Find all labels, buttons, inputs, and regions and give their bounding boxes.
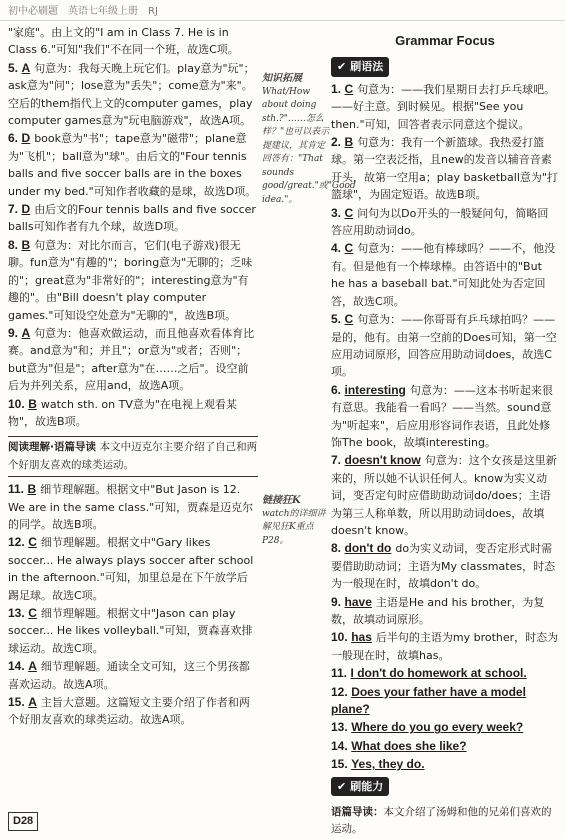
item-explanation: 句意为：——他有棒球吗？——不，他没有。但是他有一个棒球棒。由答语中的"But he has a baseball bat."可知此处为否定回答，故选C项。 — [331, 242, 556, 308]
item-explanation: 句意为：我每天晚上玩它们。play意为"玩"；ask意为"问"；lose意为"丢失"；come意为"来"。空后的them指代上文的computer games，play computer games意为"玩电脑游戏"，故选A项。 — [8, 61, 255, 128]
note-knowledge — [262, 72, 356, 207]
item-answer: A — [21, 60, 31, 75]
item-explanation: 句意为：——你哥哥有乒乓球拍吗？——是的，他有。由第一空前的Does可知，第一空应用动词原形，回答应用助动词does，故选C项。 — [331, 313, 557, 379]
item-answer: B — [344, 135, 354, 150]
item-explanation: 由后文的Four tennis balls and five soccer balls可知作者有九个球，故选D项。 — [8, 203, 256, 234]
item-number: 7. — [8, 202, 19, 217]
item-explanation: book意为"书"；tape意为"磁带"；plane意为"飞机"；ball意为"球"。由后文的"Four tennis balls and five soccer balls are in the boxes under my bed."可知作者收藏的是球，故选D项。 — [8, 132, 257, 198]
answer-item — [8, 658, 258, 693]
item-explanation: 句意为：对比尔而言，它们(电子游戏)很无聊。fun意为"有趣的"；boring意为"无聊的；乏味的"；great意为"非常好的"；interesting意为"有趣的"。由"Bill doesn't play computer games."可知设空处意为"无聊的"，故选B项。 — [8, 238, 253, 322]
item-explanation: 句意为：他喜欢做运动，而且他喜欢看体育比赛。and意为"和；并且"；or意为"或者；否则"；but意为"但是"；after意为"在……之后"。设空前后为并列关系，应用and，故选A项。 — [8, 326, 255, 393]
item-explanation: 主旨大意题。这篇短文主要介绍了作者和两个好朋友喜欢的球类运动。故选A项。 — [8, 696, 250, 727]
reading-section-text: 本文中迈克尔主要介绍了自己和两个好朋友喜欢的球类运动。 — [8, 441, 258, 471]
page-number: D28 — [8, 812, 38, 831]
answer-item — [331, 81, 559, 133]
item-number: 11. — [8, 482, 25, 497]
item-answer: C — [344, 241, 354, 256]
item-answer: C — [344, 312, 354, 327]
note-link-head: 链接狂K — [262, 495, 301, 506]
item-answer: has — [351, 630, 372, 645]
answer-item — [331, 629, 559, 664]
answer-item — [8, 694, 258, 729]
item-answer: Yes, they do. — [351, 757, 425, 772]
item-answer: D — [21, 202, 31, 217]
grammar-tag — [331, 57, 389, 76]
item-number: 10. — [8, 396, 25, 411]
item-explanation: 句意为：——我们星期日去打乒乓球吧。——好主意。到时候见。根据"See you then."可知，回答者表示同意这个提议。 — [331, 82, 556, 131]
note-link — [262, 494, 330, 548]
item-number: 5. — [8, 60, 19, 75]
item-answer: D — [21, 131, 31, 146]
item-number: 10. — [331, 630, 348, 645]
item-number: 13. — [8, 606, 25, 620]
item-answer: C — [28, 606, 37, 620]
grammar-tag-label: 刷语法 — [350, 60, 384, 74]
item-answer: A — [28, 695, 37, 710]
answer-item — [331, 240, 559, 310]
answer-item — [8, 396, 258, 431]
page-header — [0, 0, 565, 22]
item-explanation: 主语是He and his brother，为复数，故填动词原形。 — [331, 595, 545, 626]
note-knowledge-text: What/How about doing sth.?"……怎么样？"也可以表示提建议，其肯定回答有："That sounds good/great."或"Good idea."。 — [262, 86, 356, 205]
item-number: 4. — [331, 241, 342, 256]
answer-item — [331, 756, 559, 773]
answer-item — [331, 452, 559, 539]
item-answer: B — [27, 482, 37, 497]
item-answer: Where do you go every week? — [351, 720, 524, 735]
answer-item — [8, 534, 258, 604]
item-number: 3. — [331, 205, 342, 220]
answer-item — [331, 540, 559, 592]
item-number: 6. — [8, 131, 19, 146]
item-explanation: 后半句的主语为my brother，时态为一般现在时，故填has。 — [331, 631, 559, 662]
answer-item — [331, 311, 559, 381]
passage-lead-label: 语篇导读： — [331, 806, 384, 819]
answer-item — [8, 481, 258, 533]
item-answer: What does she like? — [351, 738, 467, 753]
ability-tag-label: 刷能力 — [350, 779, 384, 793]
item-answer: B — [21, 237, 31, 252]
answer-item — [8, 201, 258, 236]
left-intro: "家庭"。由上文的"I am in Class 7. He is in Class 6."可知"我们"不在同一个班，故选C项。 — [8, 26, 239, 57]
right-column — [331, 24, 559, 839]
grammar-items — [331, 81, 559, 774]
check-icon: ✔ — [337, 60, 347, 74]
item-answer: A — [21, 325, 31, 340]
header-title: 初中必刷题 英语七年级上册 RJ — [8, 6, 158, 17]
item-answer: don't do — [344, 541, 392, 556]
item-number: 12. — [8, 535, 25, 550]
item-answer: C — [28, 535, 37, 550]
answer-item — [331, 719, 559, 736]
item-answer: have — [344, 594, 372, 609]
grammar-focus-title: Grammar Focus — [395, 33, 495, 48]
reading-items — [8, 481, 258, 729]
item-explanation: 句意为：我有一个新篮球。我热爱打篮球。第一空表泛指，且new的发音以辅音音素开头，故第一空用a；play basketball意为"打篮球"，为固定短语。故选B项。 — [331, 136, 558, 202]
item-answer: C — [344, 81, 354, 96]
item-number: 13. — [331, 720, 348, 735]
answer-item — [8, 237, 258, 324]
item-explanation: 细节理解题。根据文中"Gary likes soccer... He always plays soccer after school in the afternoon."可知，加里总是在下午放学后踢足球。故选C项。 — [8, 536, 254, 602]
item-number: 2. — [331, 135, 342, 150]
answer-item — [8, 605, 258, 657]
item-number: 8. — [8, 237, 19, 252]
answer-item — [331, 382, 559, 452]
item-number: 1. — [331, 81, 342, 96]
ability-tag — [331, 777, 389, 796]
reading-section-header — [8, 436, 258, 477]
item-explanation: 细节理解题。根据文中"But Jason is 12. We are in the same class."可知，贾森是迈克尔的同学。故选B项。 — [8, 483, 254, 531]
passage-lead-text: 本文介绍了汤姆和他的兄弟们喜欢的运动。 — [331, 806, 552, 836]
item-explanation: 细节理解题。通读全文可知，这三个男孩都喜欢运动。故选A项。 — [8, 660, 250, 691]
answer-item — [8, 325, 258, 395]
check-icon: ✔ — [337, 779, 347, 793]
left-column — [8, 24, 258, 730]
item-answer: doesn't know — [344, 453, 421, 468]
answer-item — [8, 130, 258, 200]
item-answer: B — [28, 396, 37, 411]
item-explanation: 细节理解题。根据文中"Jason can play soccer... He likes volleyball."可知，贾森喜欢排球运动。故选C项。 — [8, 607, 253, 655]
item-explanation: watch sth. on TV意为"在电视上观看某物"，故选B项。 — [8, 397, 237, 428]
answer-item — [8, 60, 258, 130]
item-number: 12. — [331, 684, 348, 699]
item-number: 14. — [8, 659, 25, 674]
item-explanation: do为实义动词，变否定形式时需要借助助动词；主语为My classmates，时态为一般现在时，故填don't do。 — [331, 542, 556, 591]
item-answer: Does your father have a model plane? — [331, 684, 526, 717]
item-number: 6. — [331, 382, 342, 397]
item-number: 5. — [331, 312, 342, 327]
item-number: 9. — [8, 325, 19, 340]
item-answer: A — [28, 659, 37, 674]
item-number: 8. — [331, 541, 342, 556]
answer-item — [331, 134, 559, 204]
note-link-text: watch的详细讲解见狂K重点P28。 — [262, 508, 326, 546]
answer-item — [331, 665, 559, 682]
item-answer: C — [344, 205, 354, 220]
item-number: 7. — [331, 453, 342, 468]
answer-item — [331, 205, 559, 240]
answer-item — [331, 684, 559, 719]
note-knowledge-head: 知识拓展 — [262, 73, 302, 84]
item-answer: I don't do homework at school. — [350, 666, 527, 681]
item-explanation: 问句为以Do开头的一般疑问句，简略回答应用助动词do。 — [331, 206, 549, 238]
item-number: 9. — [331, 594, 342, 609]
item-explanation: 句意为：这个女孩是这里新来的，所以她不认识任何人。know为实义动词，变否定句时应借助助动词do/does；主语为第三人称单数，所以用助动词does，故填doesn't know。 — [331, 454, 557, 537]
answer-item — [331, 594, 559, 629]
item-answer: interesting — [344, 382, 406, 397]
item-number: 11. — [331, 666, 348, 681]
item-explanation: 句意为：——这本书听起来很有意思。我能看一看吗？——当然。sound意为"听起来"，后应用形容词作表语，且此处修饰The book，故填interesting。 — [331, 383, 553, 449]
item-number: 15. — [8, 695, 25, 710]
item-number: 14. — [331, 738, 348, 753]
passage-lead — [331, 804, 559, 839]
item-number: 15. — [331, 757, 348, 772]
reading-section-label: 阅读理解·语篇导读 — [8, 441, 96, 454]
header-rule — [0, 20, 565, 21]
left-items — [8, 60, 258, 431]
margin-notes — [262, 24, 356, 546]
answer-item — [331, 738, 559, 755]
